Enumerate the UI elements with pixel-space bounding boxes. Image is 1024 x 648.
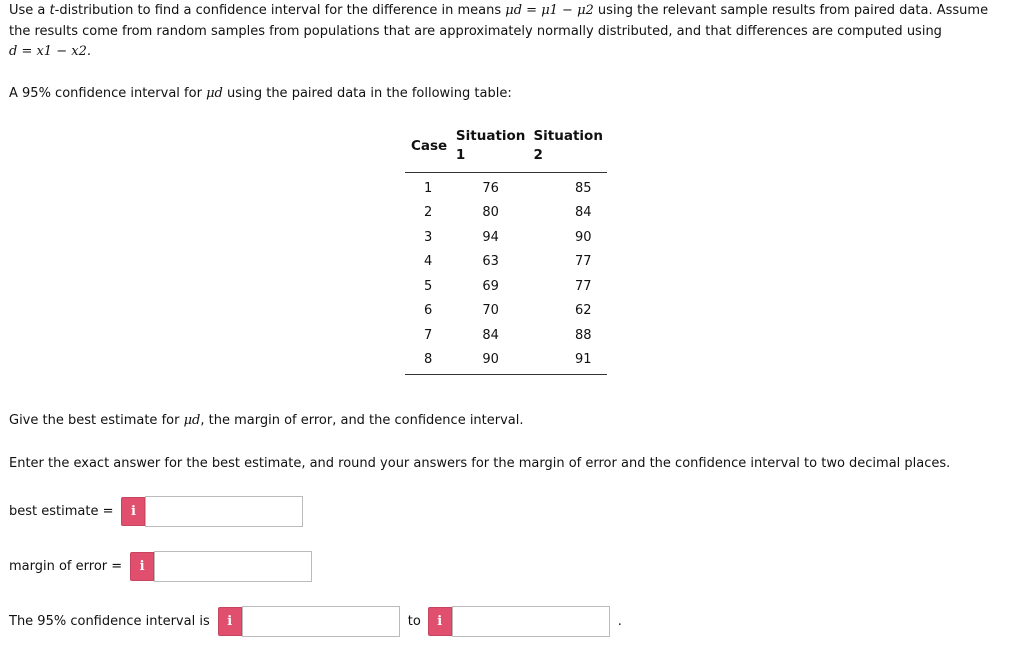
case-cell: 3 [424, 229, 433, 245]
table-row [405, 201, 607, 226]
header-situation-2: Situation 2 [529, 120, 607, 173]
situation-2-cell: 84 [574, 205, 592, 221]
margin-of-error-label: margin of error = [9, 559, 123, 574]
confidence-interval-label: The 95% confidence interval is [9, 614, 210, 629]
situation-2-cell: 77 [574, 278, 592, 294]
case-cell: 2 [424, 205, 433, 221]
text: t [49, 3, 55, 18]
case-cell: 1 [424, 180, 433, 196]
situation-2-cell: 62 [574, 303, 592, 319]
situation-2-cell: 91 [529, 348, 607, 375]
task-text [9, 83, 512, 104]
period: . [617, 614, 622, 629]
ci-lower-input[interactable] [242, 606, 400, 637]
header-case: Case [405, 120, 452, 173]
situation-2-cell: 90 [574, 229, 592, 245]
table-row [405, 274, 607, 299]
case-cell: 7 [424, 327, 433, 343]
instructions-text: Enter the exact answer for the best estimate, and round your answers for the margin of error and the confidence interval to two decimal places. [9, 456, 951, 471]
table-row [405, 348, 607, 375]
case-cell: 5 [424, 278, 433, 294]
info-icon[interactable]: i [121, 497, 145, 526]
question-text [9, 410, 524, 431]
text: , the margin of error, and the confidence interval. [200, 413, 524, 428]
situation-1-cell: 70 [482, 303, 499, 319]
case-cell: 6 [424, 303, 433, 319]
situation-1-cell: 84 [482, 327, 499, 343]
text: -distribution to find a confidence interval for the difference in means [54, 3, 506, 18]
situation-1-cell: 90 [452, 348, 530, 375]
text: Give the best estimate for [9, 413, 184, 428]
case-cell: 8 [405, 348, 452, 375]
intro-formula: d = x1 − x2. [9, 44, 91, 59]
math-formula: μd [206, 86, 223, 101]
table-row [405, 225, 607, 250]
text: using the paired data in the following table: [222, 86, 512, 101]
best-estimate-label: best estimate = [9, 504, 114, 519]
situation-1-cell: 63 [482, 254, 499, 270]
situation-2-cell: 77 [574, 254, 592, 270]
situation-1-cell: 94 [482, 229, 499, 245]
situation-1-cell: 80 [482, 205, 499, 221]
ci-upper-input[interactable] [452, 606, 610, 637]
text: Use a [9, 3, 50, 18]
intro-line-1 [9, 0, 988, 21]
math-formula: μd = μ1 − μ2 [505, 3, 594, 18]
table-row [405, 299, 607, 324]
info-icon[interactable]: i [130, 552, 154, 581]
paired-data-table [405, 120, 607, 375]
situation-2-cell: 88 [574, 327, 592, 343]
situation-1-cell: 69 [482, 278, 499, 294]
to-label: to [407, 614, 421, 629]
table-row [405, 323, 607, 348]
best-estimate-input[interactable] [145, 496, 303, 527]
header-situation-1: Situation 1 [452, 120, 530, 173]
case-cell: 4 [424, 254, 433, 270]
intro-line-2: the results come from random samples from populations that are approximately normally distributed, and that differences are computed using [9, 24, 942, 39]
margin-of-error-input[interactable] [154, 551, 312, 582]
info-icon[interactable]: i [218, 607, 242, 636]
table-row [405, 250, 607, 275]
text: using the relevant sample results from paired data. Assume [593, 3, 989, 18]
situation-2-cell: 85 [574, 180, 592, 196]
table-row [405, 173, 607, 201]
text: A 95% confidence interval for [9, 86, 207, 101]
math-formula: μd [183, 413, 201, 428]
situation-1-cell: 76 [482, 180, 499, 196]
info-icon[interactable]: i [428, 607, 452, 636]
